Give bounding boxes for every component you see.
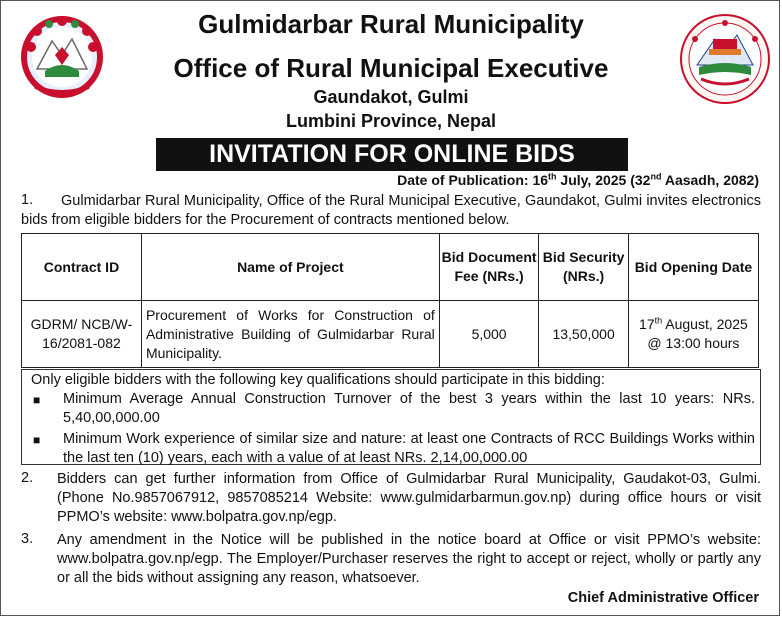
contract-id-cell: GDRM/ NCB/W- 16/2081-082 (22, 301, 142, 368)
col-header: Bid Security (NRs.) (539, 234, 628, 301)
col-header: Bid Opening Date (628, 234, 758, 301)
project-name-cell: Procurement of Works for Construction of Administrative Building of Gulmidarbar Rural Municipality. (141, 301, 439, 368)
amendment-paragraph: Any amendment in the Notice will be published in the notice board at Office or visit PPMO’s website: www.bolpatra.gov.np/egp. The Employer/Purchaser reserves the right to accept or reject, wholly or partly any or all the bids without assigning any reason, whatsoever. (57, 532, 761, 586)
para-number: 3. (21, 531, 34, 547)
para-number: 1. (21, 192, 34, 208)
table-header-row (22, 234, 759, 301)
bid-table (21, 233, 759, 368)
col-header: Name of Project (141, 234, 439, 301)
qualification-item: Minimum Average Annual Construction Turnover of the best 3 years within the last 10 years: NRs. 5,40,00,000.00 (63, 391, 755, 426)
publication-date: Date of Publication: 16th July, 2025 (32nd Aasadh, 2082) (397, 171, 759, 188)
opening-date-cell: 17th August, 2025 @ 13:00 hours (628, 301, 758, 368)
info-paragraph: Bidders can get further information from Office of Gulmidarbar Rural Municipality, Gaudakot-03, Gulmi. (Phone No.9857067912, 9857085214 Website: www.gulmidarbarmun.gov.np) during office hours or visit PPMO’s website: www.bolpatra.gov.np/egp. (57, 471, 761, 525)
intro-paragraph: Gulmidarbar Rural Municipality, Office of the Rural Municipal Executive, Gaundakot, Gulmi invites electronics bids from eligible bidders for the Procurement of contracts mentioned below. (21, 193, 761, 228)
para-number: 2. (21, 470, 34, 486)
notice-title: INVITATION FOR ONLINE BIDS (156, 138, 628, 171)
qualifications-lead: Only eligible bidders with the following key qualifications should participate in this bidding: (31, 372, 605, 388)
bid-security-cell: 13,50,000 (539, 301, 628, 368)
table-row (22, 301, 759, 368)
signatory: Chief Administrative Officer (567, 590, 759, 606)
bid-fee-cell: 5,000 (439, 301, 539, 368)
office-name: Office of Rural Municipal Executive (173, 53, 609, 83)
municipality-name: Gulmidarbar Rural Municipality (198, 9, 584, 39)
province-line: Lumbini Province, Nepal (285, 111, 497, 131)
bullet-icon: ■ (33, 433, 41, 447)
qualification-item: Minimum Work experience of similar size and nature: at least one Contracts of RCC Buildings Works within the last ten (10) years, each with a value of at least NRs. 2,14,00,000.00 (63, 431, 755, 466)
bullet-icon: ■ (33, 393, 41, 407)
col-header: Bid Document Fee (NRs.) (439, 234, 539, 301)
col-header: Contract ID (22, 234, 142, 301)
address-line: Gaundakot, Gulmi (313, 87, 469, 107)
